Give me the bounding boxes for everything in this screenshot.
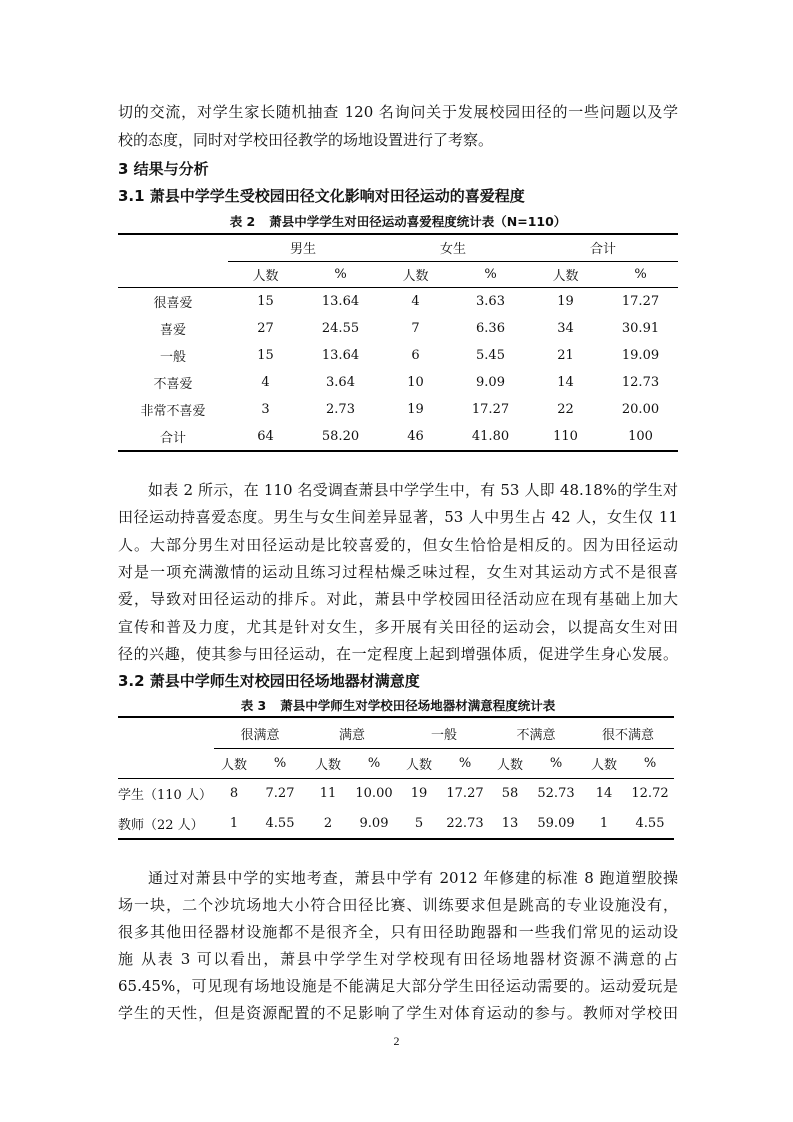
table-row-label: 不喜爱 bbox=[153, 377, 193, 392]
table-3-subheader: 人数 bbox=[314, 757, 341, 773]
paragraph-2-line: 很多其他田径器材设施都不是很齐全，只有田径助跑器和一些我们常见的运动设 bbox=[118, 923, 678, 941]
table-cell: 41.80 bbox=[471, 429, 510, 444]
table-cell: 10 bbox=[407, 375, 424, 390]
table-2-subheader: 人数 bbox=[252, 269, 279, 284]
table-cell: 12.73 bbox=[621, 375, 660, 390]
table-2-subheader: % bbox=[334, 267, 347, 282]
table-row bbox=[118, 369, 678, 396]
table-cell: 100 bbox=[628, 429, 653, 444]
table-3 bbox=[118, 718, 674, 838]
table-row bbox=[118, 396, 678, 423]
table-3-group-header-row bbox=[118, 718, 674, 748]
paragraph-1-line: 人。大部分男生对田径运动是比较喜爱的，但女生恰恰是相反的。因为田径运动 bbox=[118, 536, 678, 554]
table-cell: 10.00 bbox=[355, 785, 393, 801]
table-cell: 21 bbox=[557, 348, 574, 363]
table-cell: 17.27 bbox=[471, 402, 510, 417]
table-3-subheader: 人数 bbox=[405, 757, 432, 773]
table-cell: 12.72 bbox=[631, 785, 669, 801]
table-cell: 5 bbox=[414, 815, 424, 831]
table-row bbox=[118, 778, 674, 808]
table-cell: 46 bbox=[407, 429, 424, 444]
table-3-subheader: % bbox=[549, 755, 563, 771]
table-cell: 34 bbox=[557, 321, 574, 336]
table-cell: 4 bbox=[411, 294, 420, 309]
table-2-subheader-row bbox=[118, 261, 678, 288]
table-cell: 19 bbox=[407, 402, 424, 417]
table-cell: 2 bbox=[323, 815, 333, 831]
table-cell: 14 bbox=[557, 375, 574, 390]
table-cell: 15 bbox=[257, 348, 274, 363]
paragraph-1-line: 对是一项充满激情的运动且练习过程枯燥乏味过程，女生对其运动方式不是很喜 bbox=[118, 563, 678, 581]
table-cell: 19 bbox=[557, 294, 574, 309]
table-row-label: 学生（110 人） bbox=[118, 787, 212, 803]
table-row-label: 非常不喜爱 bbox=[140, 404, 206, 419]
table-cell: 19.09 bbox=[621, 348, 660, 363]
paragraph-2-line: 学生的天性，但是资源配置的不足影响了学生对体育运动的参与。教师对学校田 bbox=[118, 1004, 678, 1022]
table-3-caption-number: 表 3 bbox=[240, 698, 267, 713]
table-3-subheader: 人数 bbox=[220, 757, 247, 773]
table-cell: 1 bbox=[229, 815, 239, 831]
table-3-group-header: 不满意 bbox=[516, 727, 556, 743]
table-cell: 4.55 bbox=[635, 815, 665, 831]
table-2-group-header: 女生 bbox=[439, 242, 466, 257]
table-cell: 4 bbox=[261, 375, 270, 390]
paragraph-1-line: 径的兴趣，使其参与田径运动，在一定程度上起到增强体质，促进学生身心发展。 bbox=[118, 645, 678, 663]
table-cell: 22.73 bbox=[446, 815, 484, 831]
table-3-subheader: % bbox=[458, 755, 472, 771]
table-cell: 3.64 bbox=[326, 375, 355, 390]
table-cell: 110 bbox=[553, 429, 578, 444]
table-cell: 17.27 bbox=[621, 294, 660, 309]
table-row bbox=[118, 808, 674, 838]
table-cell: 3.63 bbox=[476, 294, 505, 309]
table-row-label: 喜爱 bbox=[159, 323, 186, 338]
table-row-label: 一般 bbox=[159, 350, 186, 365]
table-3-group-header: 很不满意 bbox=[601, 727, 654, 743]
paragraph-2-line: 通过对萧县中学的实地考查，萧县中学有 2012 年修建的标准 8 跑道塑胶操 bbox=[148, 869, 678, 887]
paragraph-1-line: 如表 2 所示，在 110 名受调查萧县中学学生中，有 53 人即 48.18%的学生对 bbox=[148, 481, 678, 499]
table-cell: 19 bbox=[410, 785, 428, 801]
table-cell: 9.09 bbox=[476, 375, 505, 390]
table-cell: 27 bbox=[257, 321, 274, 336]
table-2-caption bbox=[118, 212, 678, 230]
table-3-subheader: 人数 bbox=[590, 757, 617, 773]
table-2-corner-cell bbox=[118, 234, 228, 261]
table-cell: 3 bbox=[261, 402, 270, 417]
table-cell: 52.73 bbox=[537, 785, 575, 801]
table-2 bbox=[118, 234, 678, 450]
table-cell: 17.27 bbox=[446, 785, 484, 801]
table-2-subheader: % bbox=[484, 267, 497, 282]
table-cell: 4.55 bbox=[265, 815, 295, 831]
section-3-2-heading: 3.2 萧县中学师生对校园田径场地器材满意度 bbox=[118, 672, 420, 690]
table-2-caption-number: 表 2 bbox=[229, 214, 256, 229]
table-3-subheader: % bbox=[643, 755, 657, 771]
table-3-subheader: % bbox=[273, 755, 287, 771]
table-cell: 8 bbox=[229, 785, 239, 801]
table-cell: 11 bbox=[319, 785, 337, 801]
page-number: 2 bbox=[393, 1034, 400, 1048]
table-cell: 22 bbox=[557, 402, 574, 417]
table-2-group-header: 男生 bbox=[289, 242, 316, 257]
table-cell: 7 bbox=[411, 321, 420, 336]
table-cell: 7.27 bbox=[265, 785, 295, 801]
table-row-label: 很喜爱 bbox=[153, 296, 193, 311]
table-cell: 20.00 bbox=[621, 402, 660, 417]
table-3-subheader: % bbox=[367, 755, 381, 771]
table-cell: 5.45 bbox=[476, 348, 505, 363]
paragraph-1-line: 宣传和普及力度，尤其是针对女生，多开展有关田径的运动会，以提高女生对田 bbox=[118, 618, 678, 636]
table-3-group-header: 一般 bbox=[430, 727, 457, 743]
table-cell: 2.73 bbox=[326, 402, 355, 417]
table-cell: 15 bbox=[257, 294, 274, 309]
table-3-subheader-row bbox=[118, 748, 674, 778]
table-cell: 58.20 bbox=[321, 429, 360, 444]
paragraph-2-line: 场一块，二个沙坑场地大小符合田径比赛、训练要求但是跳高的专业设施没有， bbox=[118, 896, 678, 914]
table-cell: 14 bbox=[595, 785, 613, 801]
table-2-subheader: % bbox=[634, 267, 647, 282]
table-3-bottom-rule bbox=[118, 838, 674, 840]
table-row bbox=[118, 423, 678, 450]
table-cell: 59.09 bbox=[537, 815, 575, 831]
paragraph-2-line: 施 从表 3 可以看出，萧县中学学生对学校现有田径场地器材资源不满意的占 bbox=[118, 950, 678, 968]
section-3-heading: 3 结果与分析 bbox=[118, 160, 209, 178]
table-cell: 13 bbox=[501, 815, 519, 831]
table-cell: 6.36 bbox=[476, 321, 505, 336]
table-cell: 24.55 bbox=[321, 321, 360, 336]
paragraph-1-line: 爱，导致对田径运动的排斥。对此，萧县中学校园田径活动应在现有基础上加大 bbox=[118, 590, 678, 608]
table-cell: 13.64 bbox=[321, 294, 360, 309]
section-3-1-heading: 3.1 萧县中学学生受校园田径文化影响对田径运动的喜爱程度 bbox=[118, 187, 525, 205]
paragraph-1-line: 田径运动持喜爱态度。男生与女生间差异显著，53 人中男生占 42 人，女生仅 11 bbox=[118, 508, 678, 526]
table-row bbox=[118, 342, 678, 369]
table-3-group-header: 满意 bbox=[338, 727, 365, 743]
table-3-subheader: 人数 bbox=[496, 757, 523, 773]
table-2-subheader: 人数 bbox=[402, 269, 429, 284]
table-cell: 13.64 bbox=[321, 348, 360, 363]
table-cell: 64 bbox=[257, 429, 274, 444]
table-row-label: 教师（22 人） bbox=[118, 817, 204, 833]
table-cell: 1 bbox=[599, 815, 609, 831]
table-2-group-header-row bbox=[118, 234, 678, 261]
table-row bbox=[118, 288, 678, 315]
intro-line-2: 校的态度，同时对学校田径教学的场地设置进行了考察。 bbox=[118, 131, 494, 149]
table-3-caption-title: 萧县中学师生对学校田径场地器材满意程度统计表 bbox=[280, 698, 556, 713]
table-2-subheader: 人数 bbox=[552, 269, 579, 284]
intro-line-1: 切的交流，对学生家长随机抽查 120 名询问关于发展校园田径的一些问题以及学 bbox=[118, 103, 678, 121]
table-row bbox=[118, 315, 678, 342]
table-3-corner-cell bbox=[118, 718, 214, 748]
table-cell: 58 bbox=[501, 785, 519, 801]
table-row-label: 合计 bbox=[159, 431, 186, 446]
table-cell: 30.91 bbox=[621, 321, 660, 336]
table-cell: 6 bbox=[411, 348, 420, 363]
table-2-caption-title: 萧县中学学生对田径运动喜爱程度统计表（N=110） bbox=[269, 214, 567, 229]
table-3-caption bbox=[118, 696, 678, 714]
table-2-bottom-rule bbox=[118, 450, 678, 452]
table-2-group-header: 合计 bbox=[589, 242, 616, 257]
paragraph-2-line: 65.45%，可见现有场地设施是不能满足大部分学生田径运动需要的。运动爱玩是 bbox=[118, 977, 678, 995]
table-3-group-header: 很满意 bbox=[240, 727, 280, 743]
table-cell: 9.09 bbox=[359, 815, 389, 831]
